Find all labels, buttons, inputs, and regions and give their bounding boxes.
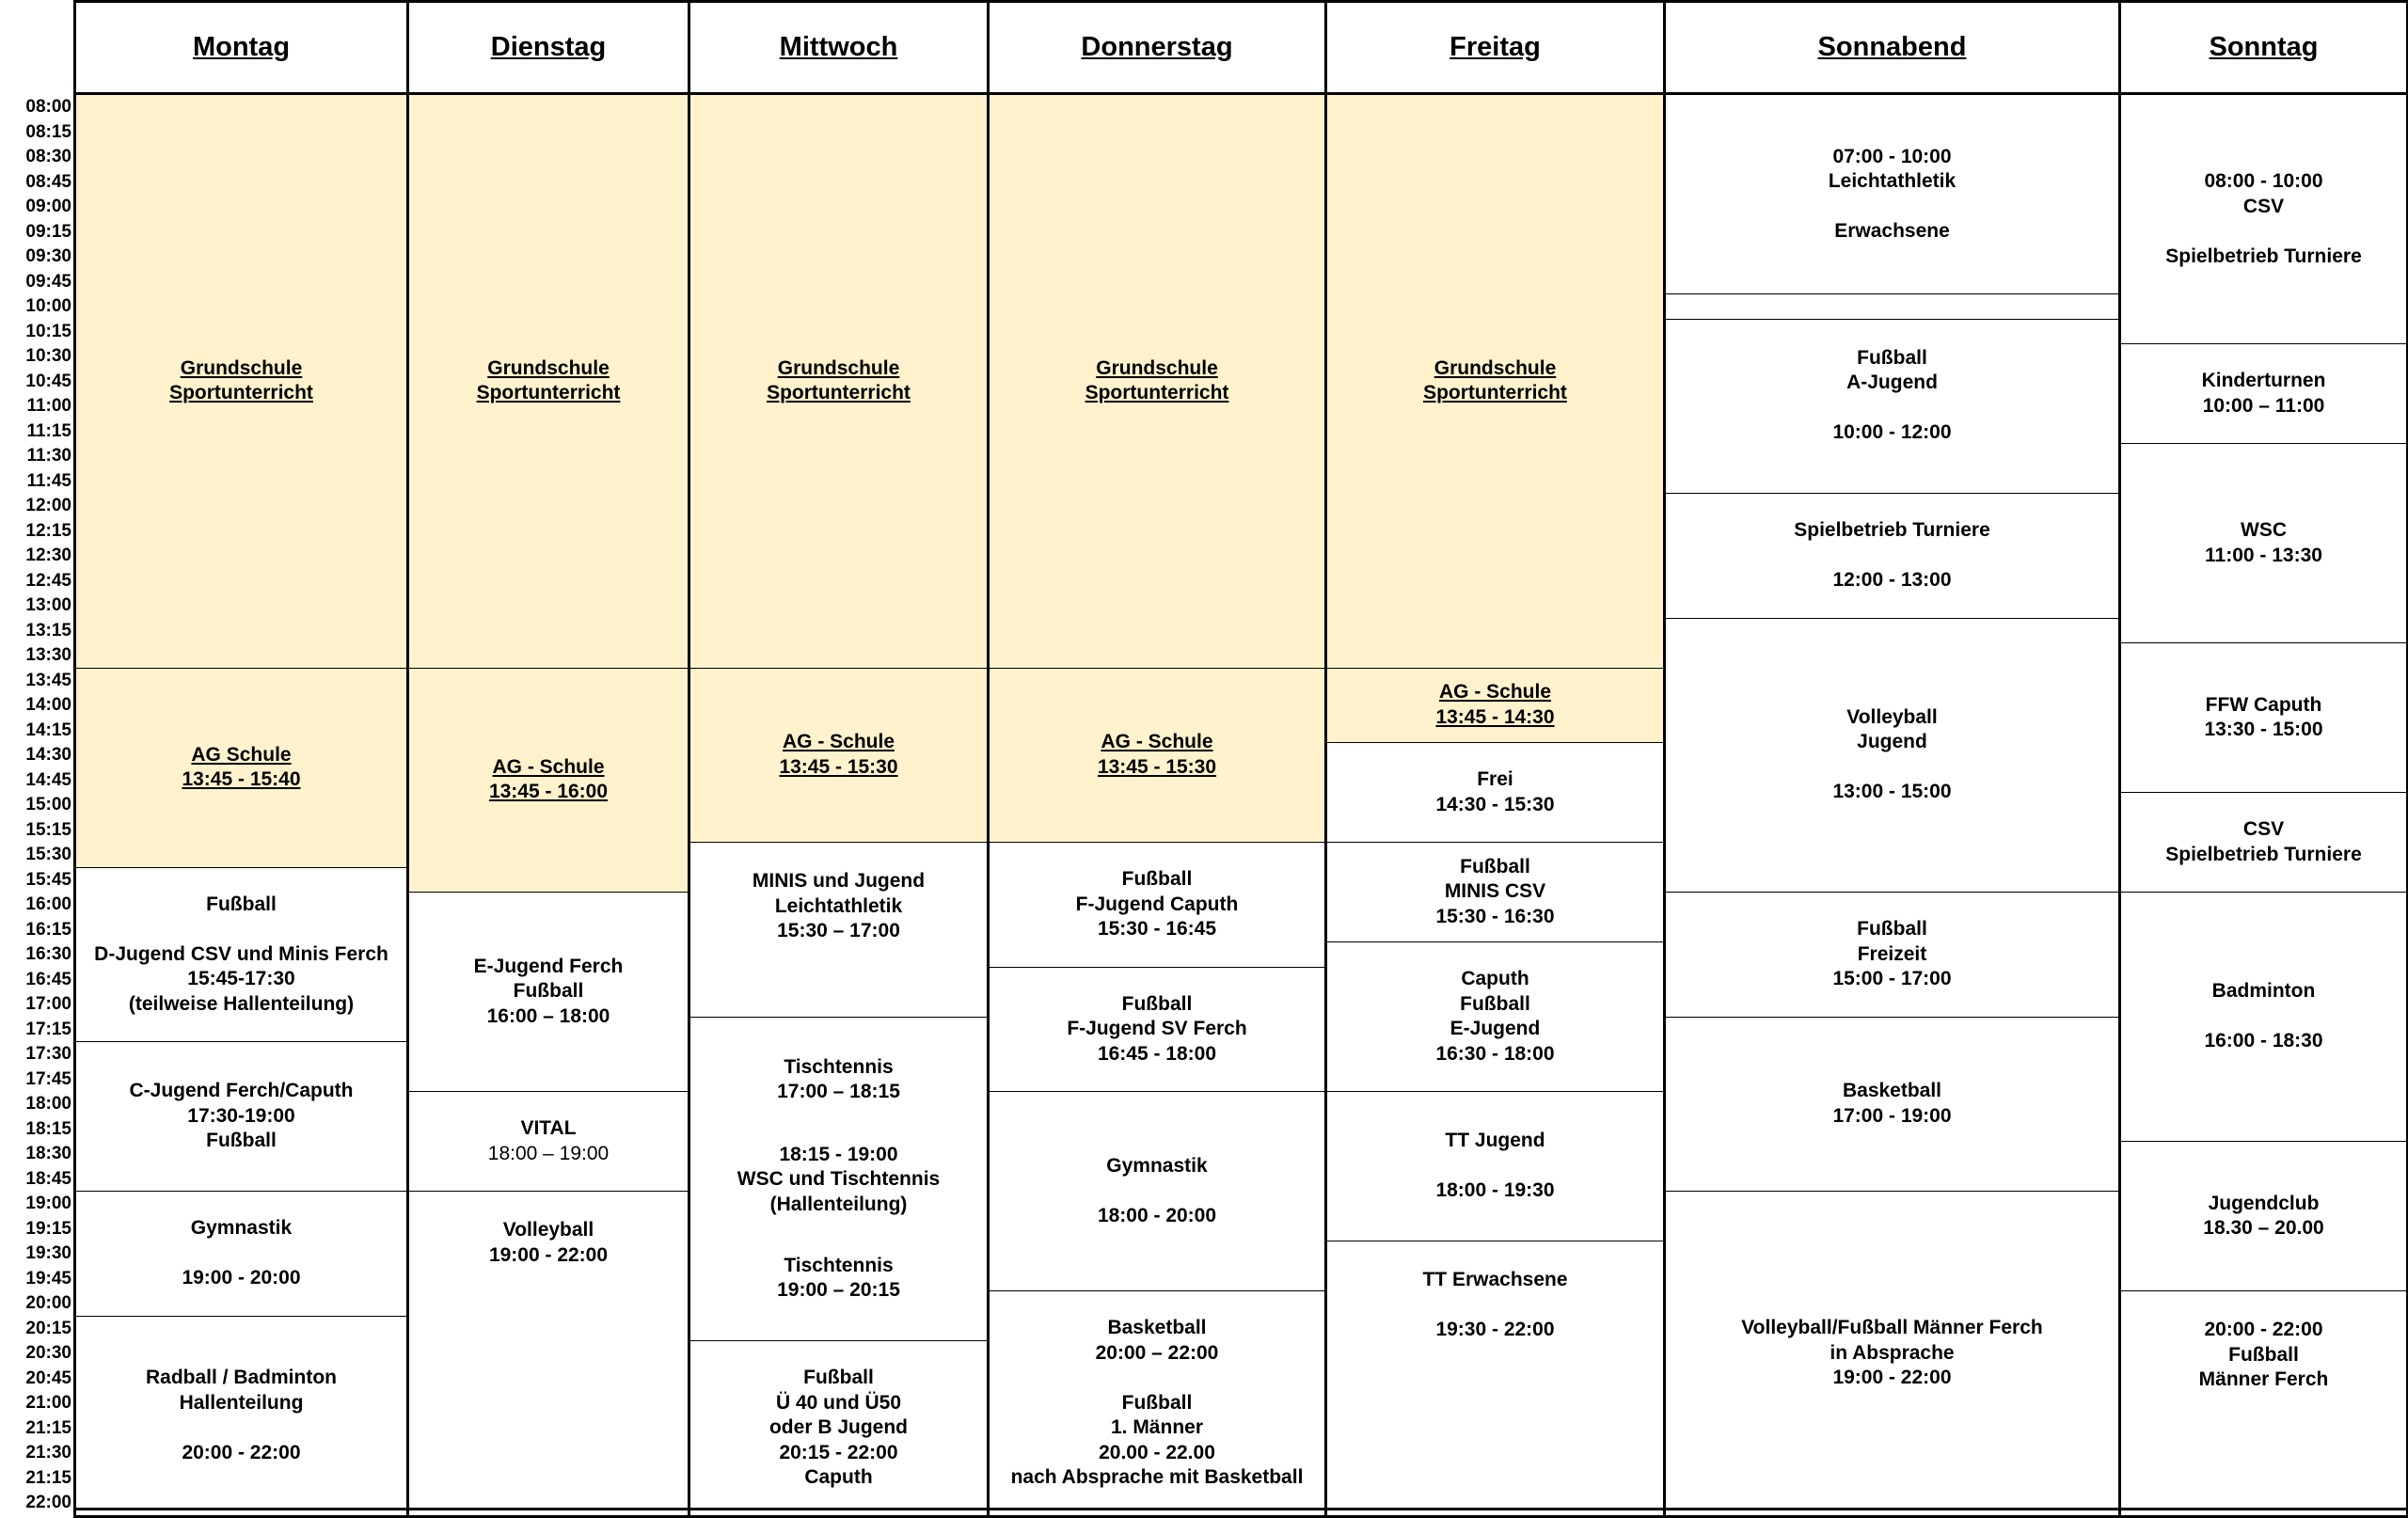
event-text: Gymnastik 19:00 - 20:00	[182, 1217, 301, 1289]
event-text: Tischtennis 17:00 – 18:15	[777, 1055, 900, 1103]
school-block	[1324, 95, 1666, 671]
event-text: TT Erwachsene 19:30 - 22:00	[1422, 1269, 1568, 1340]
schedule-block	[1663, 494, 2121, 621]
schedule-block	[1324, 843, 1666, 944]
time-label: 16:45	[25, 969, 71, 989]
schedule-block	[73, 1042, 409, 1194]
schedule-block	[2118, 1291, 2408, 1518]
time-label: 13:45	[25, 670, 71, 690]
event-text: AG - Schule 13:45 - 16:00	[488, 755, 609, 803]
event-text: Volleyball Jugend 13:00 - 15:00	[1832, 705, 1952, 803]
event-text: FFW Caputh 13:30 - 15:00	[2204, 693, 2323, 740]
time-label: 15:15	[25, 819, 71, 840]
event-text: AG - Schule 13:45 - 15:30	[1097, 731, 1217, 778]
schedule-block	[987, 1092, 1327, 1293]
event-text: Caputh Fußball E-Jugend 16:30 - 18:00	[1435, 968, 1555, 1065]
day-header: Sonntag	[2118, 0, 2408, 95]
time-label: 16:30	[25, 944, 71, 964]
day-header: Freitag	[1324, 0, 1666, 95]
time-label: 09:45	[25, 271, 71, 292]
event-text: Radball / Badminton Hallenteilung 20:00 - 22:00	[145, 1367, 337, 1463]
event-text: Basketball 17:00 - 19:00	[1832, 1080, 1952, 1127]
time-label: 11:15	[26, 420, 71, 441]
event-text: Fußball Freizeit 15:00 - 17:00	[1832, 918, 1952, 989]
time-label: 19:45	[25, 1268, 71, 1289]
time-label: 20:00	[25, 1293, 71, 1313]
time-label: 19:15	[25, 1218, 71, 1239]
schedule-block	[688, 1217, 990, 1344]
event-time: 18:00 – 19:00	[487, 1142, 610, 1164]
time-label: 16:00	[25, 894, 71, 914]
schedule-block	[987, 1291, 1327, 1518]
event-text: Volleyball 19:00 - 22:00	[488, 1219, 609, 1266]
schedule-block	[688, 1142, 990, 1219]
time-label: 14:15	[25, 719, 71, 740]
event-text: Fußball D-Jugend CSV und Minis Ferch 15:45-17:30 (teilweise Hallenteilung)	[94, 893, 388, 1015]
schedule-block	[688, 843, 990, 1020]
event-text: Fußball F-Jugend SV Ferch 16:45 - 18:00	[1067, 992, 1247, 1065]
schedule-block	[73, 868, 409, 1045]
time-label: 12:15	[25, 520, 71, 541]
time-label: 15:00	[25, 795, 71, 814]
time-label: 08:00	[25, 97, 71, 117]
day-header: Dienstag	[406, 0, 690, 95]
event-text: Fußball F-Jugend Caputh 15:30 - 16:45	[1075, 868, 1239, 940]
schedule-block	[406, 1092, 690, 1194]
time-label: 18:45	[25, 1168, 71, 1189]
schedule-block	[1663, 320, 2121, 497]
time-label: 10:00	[25, 296, 71, 316]
time-label: 17:00	[25, 994, 71, 1014]
event-text: E-Jugend Ferch Fußball 16:00 – 18:00	[473, 955, 624, 1027]
event-text: 07:00 - 10:00 Leichtathletik Erwachsene	[1828, 145, 1956, 242]
schedule-block	[987, 843, 1327, 970]
event-text: Spielbetrieb Turniere 12:00 - 13:00	[1794, 519, 1990, 591]
event-text: Fußball A-Jugend 10:00 - 12:00	[1832, 346, 1952, 443]
event-text: Badminton 16:00 - 18:30	[2204, 980, 2323, 1052]
schedule-block	[1324, 743, 1666, 845]
event-text: Tischtennis 19:00 – 20:15	[777, 1254, 900, 1302]
time-label: 16:15	[25, 919, 71, 940]
school-block	[406, 95, 690, 671]
time-label: 13:00	[25, 595, 71, 615]
time-label: 22:00	[25, 1493, 71, 1512]
event-text: Grundschule Sportunterricht	[1085, 356, 1229, 404]
event-text: 20:00 - 22:00 Fußball Männer Ferch	[2198, 1319, 2329, 1390]
time-label: 10:30	[25, 346, 71, 366]
event-text: Jugendclub 18.30 – 20.00	[2203, 1192, 2324, 1239]
time-label: 10:15	[25, 321, 71, 341]
event-text: Grundschule Sportunterricht	[767, 356, 911, 404]
schedule-block	[2118, 444, 2408, 645]
event-text: Gymnastik 18:00 - 20:00	[1097, 1154, 1217, 1226]
event-text: WSC 11:00 - 13:30	[2205, 519, 2322, 566]
schedule-block	[73, 1317, 409, 1518]
time-label: 14:30	[25, 745, 71, 765]
event-text: Grundschule Sportunterricht	[476, 356, 621, 404]
event-text: Fußball Ü 40 und Ü50 oder B Jugend 20:15 - 22:00 Caputh	[768, 1367, 908, 1488]
event-text: 18:15 - 19:00 WSC und Tischtennis (Hallenteilung)	[737, 1143, 941, 1215]
time-label: 12:00	[25, 496, 71, 515]
time-label: 15:45	[25, 869, 71, 890]
time-label: 21:15	[25, 1467, 71, 1488]
time-label: 08:30	[25, 147, 71, 166]
time-label: 20:45	[25, 1368, 71, 1388]
time-label: 18:15	[25, 1118, 71, 1139]
time-label: 09:15	[25, 221, 71, 242]
schedule-block	[1663, 95, 2121, 296]
time-label: 19:30	[25, 1243, 71, 1263]
school-block	[987, 95, 1327, 671]
day-header: Mittwoch	[688, 0, 990, 95]
event-text: 08:00 - 10:00 CSV Spielbetrieb Turniere	[2165, 170, 2362, 267]
schedule-block	[1663, 619, 2121, 895]
time-label: 08:15	[25, 121, 71, 142]
school-block	[987, 669, 1327, 846]
time-label: 12:45	[25, 570, 71, 591]
schedule-block	[1663, 1192, 2121, 1518]
schedule-block	[2118, 893, 2408, 1144]
event-text: Frei 14:30 - 15:30	[1435, 768, 1555, 815]
time-label: 14:45	[25, 769, 71, 790]
schedule-block	[688, 1341, 990, 1518]
schedule-block	[1324, 942, 1666, 1094]
school-block	[688, 669, 990, 846]
school-block	[406, 669, 690, 895]
time-label: 11:00	[26, 396, 71, 416]
time-label: 10:45	[25, 371, 71, 391]
event-text: Volleyball/Fußball Männer Ferch in Absprache 19:00 - 22:00	[1741, 1317, 2043, 1388]
time-label: 17:15	[25, 1019, 71, 1039]
event-text: AG - Schule 13:45 - 14:30	[1435, 681, 1555, 728]
time-label: 14:00	[25, 695, 71, 715]
schedule-block	[1324, 1092, 1666, 1243]
time-label: 09:00	[25, 197, 71, 216]
time-label: 20:15	[25, 1318, 71, 1338]
event-text: C-Jugend Ferch/Caputh 17:30-19:00 Fußball	[129, 1080, 354, 1152]
time-label: 21:30	[25, 1443, 71, 1463]
time-label: 11:30	[26, 446, 71, 466]
schedule-block	[1663, 1018, 2121, 1194]
time-label: 12:30	[25, 546, 71, 565]
time-label: 21:15	[25, 1417, 71, 1438]
event-text: TT Jugend 18:00 - 19:30	[1435, 1130, 1555, 1202]
time-label: 13:15	[25, 620, 71, 640]
event-text: MINIS und Jugend Leichtathletik 15:30 – 17:00	[752, 870, 926, 941]
schedule-block	[406, 1192, 690, 1518]
schedule-block	[1324, 1241, 1666, 1518]
schedule-block	[406, 893, 690, 1094]
school-block	[73, 95, 409, 671]
time-label: 18:00	[25, 1094, 71, 1114]
schedule-block	[688, 1018, 990, 1145]
schedule-block	[2118, 95, 2408, 346]
schedule-block	[1663, 893, 2121, 1020]
time-label: 18:30	[25, 1144, 71, 1163]
event-text: CSV Spielbetrieb Turniere	[2165, 818, 2362, 865]
schedule-block	[2118, 344, 2408, 446]
time-label: 15:30	[25, 845, 71, 864]
time-label: 11:45	[26, 470, 71, 491]
event-text: Kinderturnen 10:00 – 11:00	[2201, 370, 2326, 417]
time-label: 17:30	[25, 1044, 71, 1064]
time-label: 17:45	[25, 1068, 71, 1089]
event-text: Grundschule Sportunterricht	[1423, 356, 1567, 404]
school-block	[1324, 669, 1666, 746]
event-text: Grundschule Sportunterricht	[169, 356, 313, 404]
event-text: AG Schule 13:45 - 15:40	[182, 743, 301, 790]
school-block	[688, 95, 990, 671]
time-label: 19:00	[25, 1194, 71, 1213]
time-label: 08:45	[25, 171, 71, 192]
schedule-block	[2118, 793, 2408, 894]
event-text: AG - Schule 13:45 - 15:30	[779, 731, 898, 778]
time-label: 20:30	[25, 1343, 71, 1363]
schedule-block	[987, 968, 1327, 1095]
day-header: Donnerstag	[987, 0, 1327, 95]
time-label: 21:00	[25, 1393, 71, 1413]
schedule-block	[1663, 294, 2121, 322]
schedule-block	[2118, 643, 2408, 795]
schedule-block	[2118, 1142, 2408, 1293]
event-text: Fußball MINIS CSV 15:30 - 16:30	[1435, 855, 1555, 927]
event-text: Basketball 20:00 – 22:00 Fußball 1. Männer 20.00 - 22.00 nach Absprache mit Basketball	[1010, 1317, 1304, 1488]
day-header: Sonnabend	[1663, 0, 2121, 95]
event-title: VITAL	[520, 1117, 577, 1139]
school-block	[73, 669, 409, 870]
day-header: Montag	[73, 0, 409, 95]
schedule-block	[73, 1192, 409, 1319]
time-label: 09:30	[25, 246, 71, 266]
time-label: 13:30	[25, 645, 71, 665]
